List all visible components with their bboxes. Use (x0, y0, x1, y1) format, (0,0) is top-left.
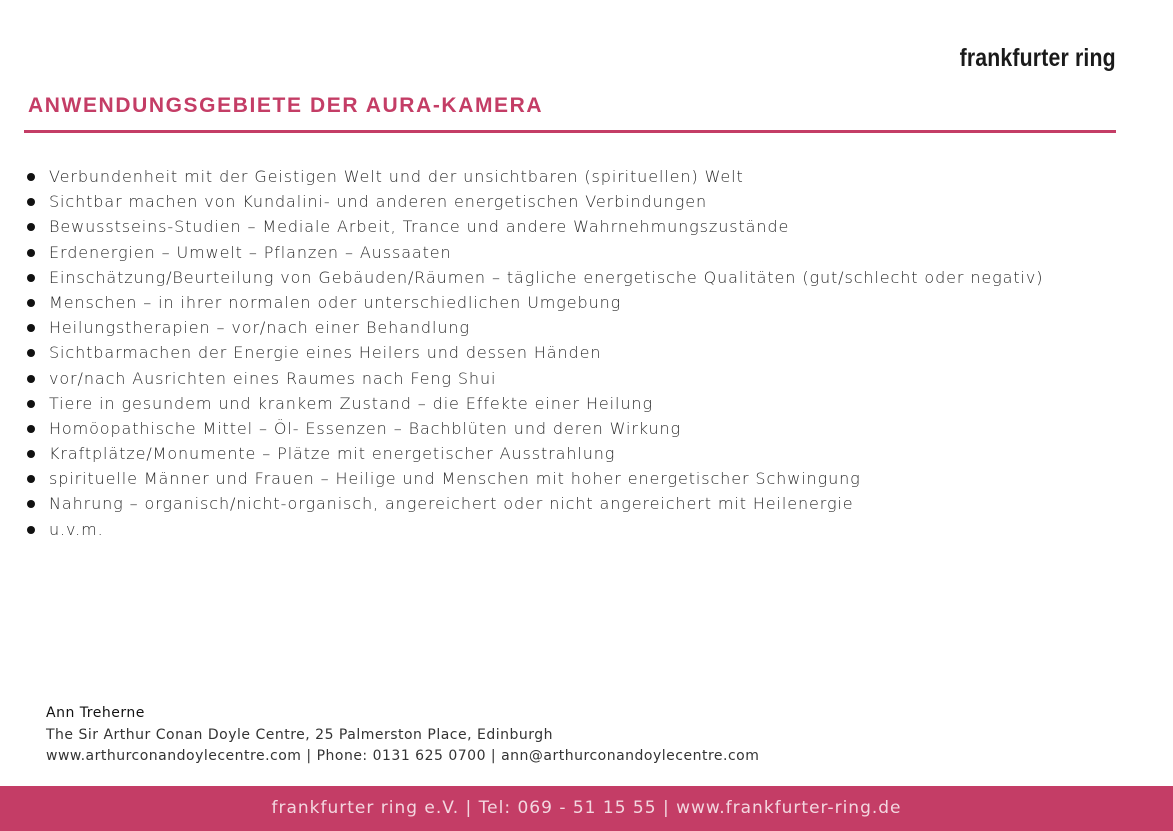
list-item (25, 265, 1043, 290)
bullet-icon (27, 375, 35, 383)
list-item-text: Verbundenheit mit der Geistigen Welt und der unsichtbaren (spirituellen) Welt (49, 167, 744, 186)
list-item-text: Menschen – in ihrer normalen oder unterschiedlichen Umgebung (49, 292, 622, 312)
list-item (25, 189, 1043, 214)
list-item (25, 491, 1043, 516)
bullet-icon (27, 400, 35, 408)
list-item (25, 240, 1043, 265)
list-item (25, 366, 1043, 391)
bullet-icon (27, 450, 35, 458)
page-title: ANWENDUNGSGEBIETE DER AURA-KAMERA (28, 94, 544, 117)
application-areas-list (25, 164, 1043, 542)
list-item-text: Homöopathische Mittel – Öl- Essenzen – Bachblüten und deren Wirkung (49, 418, 682, 438)
list-item-text: Tiere in gesundem und krankem Zustand – die Effekte einer Heilung (49, 393, 653, 413)
list-item (25, 441, 1043, 466)
list-item (25, 315, 1043, 340)
bullet-icon (27, 425, 35, 433)
bullet-icon (27, 274, 35, 282)
contact-address: The Sir Arthur Conan Doyle Centre, 25 Palmerston Place, Edinburgh (46, 726, 554, 743)
list-item (25, 214, 1043, 239)
list-item-text: Sichtbarmachen der Energie eines Heilers und dessen Händen (49, 343, 602, 363)
list-item-text: spirituelle Männer und Frauen – Heilige und Menschen mit hoher energetischer Schwingung (49, 469, 861, 489)
bullet-icon (27, 173, 35, 181)
list-item (25, 340, 1043, 365)
list-item-text: vor/nach Ausrichten eines Raumes nach Feng Shui (49, 368, 497, 388)
bullet-icon (27, 198, 35, 206)
list-item-text: Erdenergien – Umwelt – Pflanzen – Aussaaten (49, 242, 452, 262)
bullet-icon (27, 299, 35, 307)
list-item (25, 517, 1043, 542)
list-item (25, 164, 1043, 189)
list-item (25, 391, 1043, 416)
list-item (25, 290, 1043, 315)
contact-block (46, 703, 759, 768)
list-item-text: Kraftplätze/Monumente – Plätze mit energetischer Ausstrahlung (49, 444, 616, 464)
list-item-text: Heilungstherapien – vor/nach einer Behandlung (49, 318, 470, 338)
footer-bar (0, 786, 1173, 831)
bullet-icon (27, 349, 35, 357)
list-item-text: Nahrung – organisch/nicht-organisch, angereichert oder nicht angereichert mit Heilenergie (49, 494, 854, 514)
contact-name: Ann Treherne (46, 705, 145, 721)
footer-text: frankfurter ring e.V. | Tel: 069 - 51 15 55 | www.frankfurter-ring.de (271, 798, 902, 818)
bullet-icon (27, 223, 35, 231)
bullet-icon (27, 475, 35, 483)
title-divider (24, 130, 1116, 133)
bullet-icon (27, 324, 35, 332)
list-item-text: Sichtbar machen von Kundalini- und anderen energetischen Verbindungen (49, 192, 707, 212)
frankfurter-ring-logo: frankfurter ring (959, 44, 1116, 72)
bullet-icon (27, 526, 35, 534)
list-item (25, 416, 1043, 441)
bullet-icon (27, 500, 35, 508)
list-item-text: Bewusstseins-Studien – Mediale Arbeit, Trance und andere Wahrnehmungszustände (49, 217, 790, 237)
list-item (25, 466, 1043, 491)
contact-details: www.arthurconandoylecentre.com | Phone: 0131 625 0700 | ann@arthurconandoylecentre.com (46, 748, 760, 764)
list-item-text: Einschätzung/Beurteilung von Gebäuden/Räumen – tägliche energetische Qualitäten (gut/schlecht oder negativ) (49, 267, 1044, 287)
list-item-text: u.v.m. (49, 519, 104, 539)
bullet-icon (27, 249, 35, 257)
